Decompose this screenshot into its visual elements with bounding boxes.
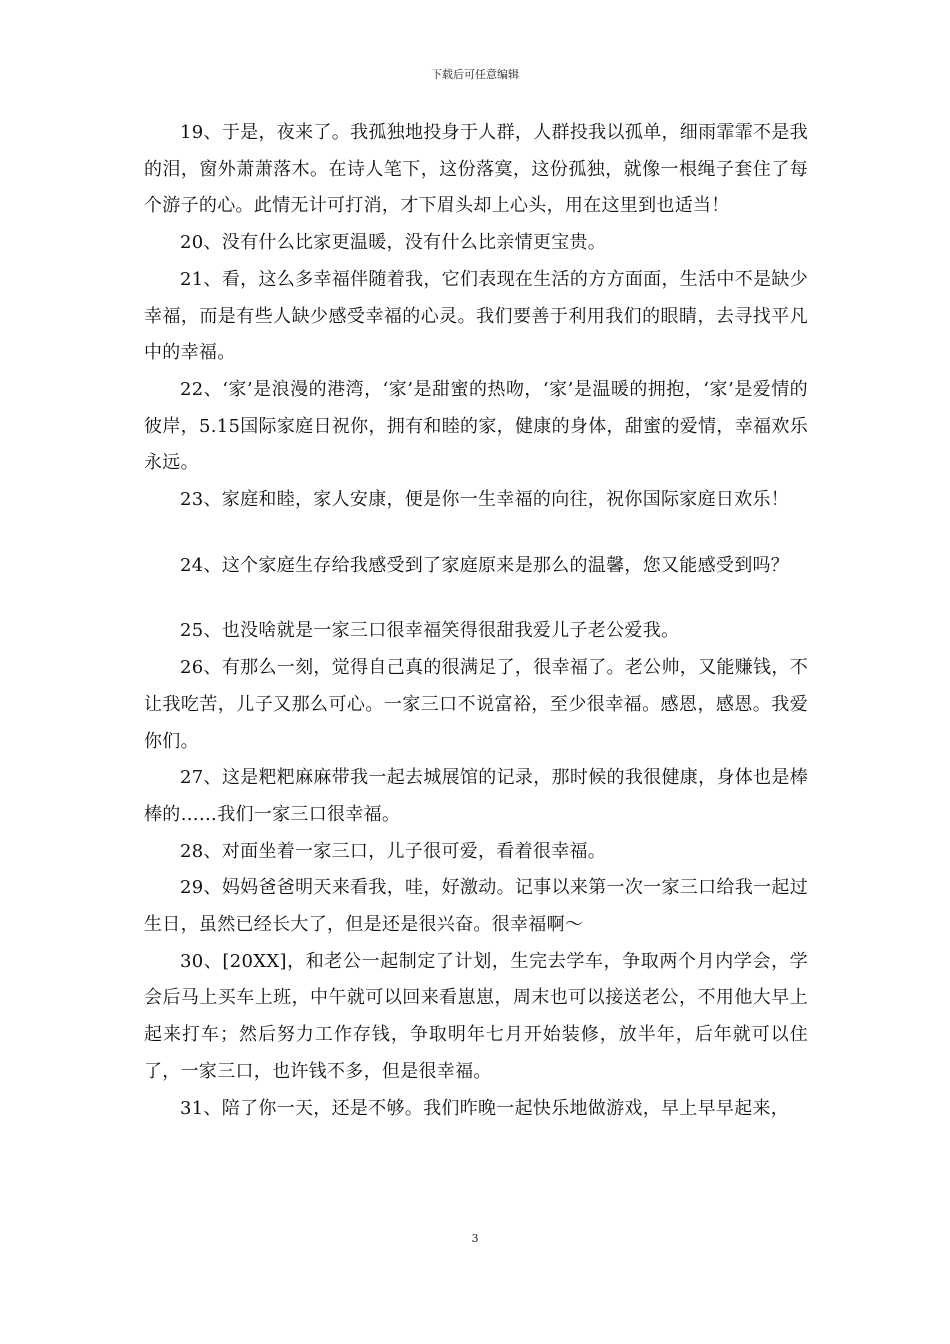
paragraph-25: 25、也没啥就是一家三口很幸福笑得很甜我爱儿子老公爱我。: [180, 620, 680, 642]
paragraph-29: 29、妈妈爸爸明天来看我，哇，好激动。记事以来第一次一家三口给我一起过生日，虽然已经长大了，但是还是很兴奋。很幸福啊～: [144, 877, 808, 936]
paragraph-23: 23、家庭和睦，家人安康，便是你一生幸福的向往，祝你国际家庭日欢乐！: [180, 489, 790, 511]
paragraph-30: 30、[20XX]，和老公一起制定了计划，生完去学车，争取两个月内学会，学会后马上买车上班，中午就可以回来看崽崽，周末也可以接送老公，不用他大早上起来打车；然后努力工作存钱，争取明年七月开始装修，放半年，后年就可以住了，一家三口，也许钱不多，但是很幸福。: [144, 950, 808, 1082]
paragraph-20: 20、没有什么比家更温暖，没有什么比亲情更宝贵。: [180, 232, 607, 254]
paragraph-31: 31、陪了你一天，还是不够。我们昨晚一起快乐地做游戏，早上早早起来，: [180, 1097, 790, 1119]
paragraph-28: 28、对面坐着一家三口，儿子很可爱，看着很幸福。: [180, 840, 607, 862]
paragraph-19: 19、于是，夜来了。我孤独地投身于人群，人群投我以孤单，细雨霏霏不是我的泪，窗外萧萧落木。在诗人笔下，这份落寞，这份孤独，就像一根绳子套住了每个游子的心。此情无计可打消，才下眉头却上心头，用在这里到也适当！: [144, 122, 808, 217]
paragraph-26: 26、有那么一刻，觉得自己真的很满足了，很幸福了。老公帅，又能赚钱，不让我吃苦，儿子又那么可心。一家三口不说富裕，至少很幸福。感恩，感恩。我爱你们。: [144, 657, 808, 752]
blank-line: [144, 519, 808, 548]
paragraph-24: 24、这个家庭生存给我感受到了家庭原来是那么的温馨，您又能感受到吗？: [180, 554, 790, 576]
document-body: [144, 115, 808, 1127]
paragraph-22: 22、‘家’是浪漫的港湾，‘家’是甜蜜的热吻，‘家’是温暖的拥抱，‘家’是爱情的彼岸，5.15国际家庭日祝你，拥有和睦的家，健康的身体，甜蜜的爱情，幸福欢乐永远。: [144, 378, 808, 474]
page-number: 3: [471, 1232, 479, 1245]
page-header: 下载后可任意编辑: [431, 68, 519, 81]
paragraph-21: 21、看，这么多幸福伴随着我，它们表现在生活的方方面面，生活中不是缺少幸福，而是有些人缺少感受幸福的心灵。我们要善于利用我们的眼睛，去寻找平凡中的幸福。: [144, 268, 808, 364]
paragraph-27: 27、这是粑粑麻麻带我一起去城展馆的记录，那时候的我很健康，身体也是棒棒的……我们一家三口很幸福。: [144, 767, 808, 825]
blank-line: [144, 584, 808, 613]
